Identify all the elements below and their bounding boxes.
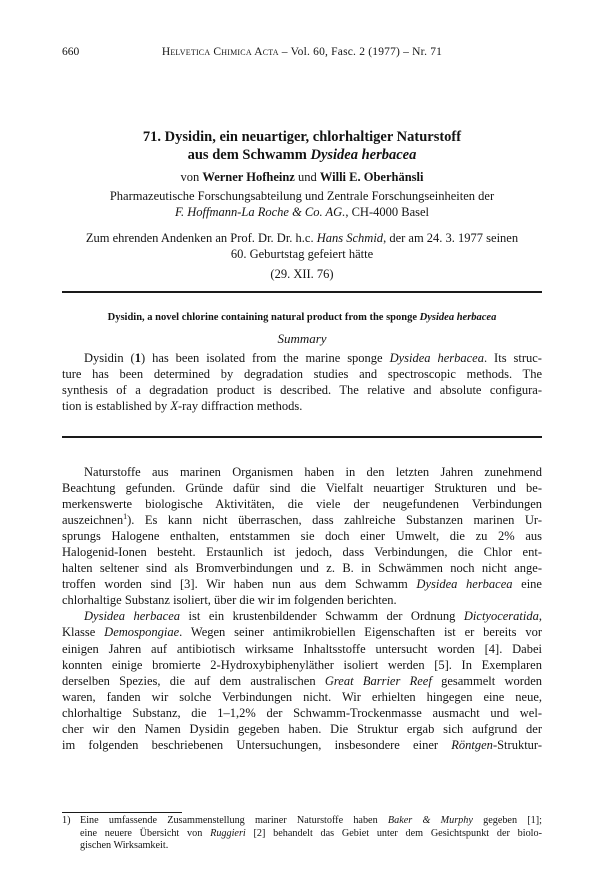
title-line-2 <box>62 146 542 164</box>
main-text <box>62 464 542 753</box>
title-line-2-text: aus dem Schwamm <box>187 147 311 163</box>
body-line <box>62 624 542 640</box>
title-line-1: 71. Dysidin, ein neuartiger, chlorhaltiger Naturstoff <box>142 129 462 145</box>
dedicatee-name: Hans Schmid <box>316 231 384 245</box>
body-text: derselben Spezies, die auf dem australischen <box>62 673 325 688</box>
title-species: Dysidea herbacea <box>310 147 417 163</box>
summary-species: Dysidea herbacea <box>389 351 484 365</box>
body-line: chlorhaltige Substanz, die 1–1,2% der Schwamm-Trockenmasse ausmacht und wel- <box>62 705 542 720</box>
summary-heading: Summary <box>277 331 327 346</box>
author-prefix: von <box>180 170 203 184</box>
body-line: Beachtung gefunden. Gründe dafür sind die Vielfalt neuartiger Strukturen und be- <box>62 481 542 496</box>
affiliation <box>62 189 542 220</box>
body-text: troffen worden sind [3]. Wir haben nun aus dem Schwamm <box>62 577 417 592</box>
company-location: , CH-4000 Basel <box>345 204 430 219</box>
author-conjunction: und <box>294 170 320 184</box>
footnote-text-part: Eine umfassende Zusammenstellung mariner Naturstoffe haben <box>80 815 388 826</box>
summary-text: tion is established by <box>62 399 171 413</box>
footnote-text-part: [2] behandelt das Gebiet unter dem Gesichtspunkt der biolo- <box>245 827 543 839</box>
english-title-species: Dysidea herbacea <box>419 312 497 323</box>
summary-text: ) has been isolated from the marine sponge <box>140 351 390 365</box>
body-species: Dysidea herbacea <box>416 577 513 592</box>
body-place: Great Barrier Reef <box>324 673 432 688</box>
english-title-text: Dysidin, a novel chlorine containing natural product from the sponge <box>107 312 420 323</box>
body-taxon: Demospongiae <box>104 625 180 640</box>
dedication-line-2: 60. Geburtstag gefeiert hätte <box>230 246 374 261</box>
body-text: auszeichnen <box>62 513 124 528</box>
body-text: eine <box>512 577 542 592</box>
running-header <box>62 46 542 62</box>
body-text: ). Es kann nicht überraschen, dass zahlreiche Substanzen marinen Ur- <box>127 513 542 528</box>
footnote-line: gischen Wirksamkeit. <box>80 840 169 851</box>
body-line <box>62 576 542 592</box>
summary-x: X <box>170 399 178 413</box>
article-title <box>62 128 542 164</box>
dedication <box>62 231 542 262</box>
body-line: halten seltener sind als Bromverbindungen und z. B. in Schwämmen noch nicht ange- <box>62 561 542 576</box>
footnote-text-part: eine neuere Übersicht von <box>80 827 211 839</box>
footnote-author: Ruggieri <box>210 827 246 839</box>
author-line <box>62 170 542 185</box>
body-text: gesammelt worden <box>431 673 542 688</box>
body-species: Dysidea herbacea <box>84 609 180 624</box>
author-2: Willi E. Oberhänsli <box>319 170 424 184</box>
footnote-line <box>80 815 542 828</box>
body-taxon: Dictyoceratida <box>463 609 539 624</box>
journal-name: Helvetica Chimica Acta <box>161 46 279 58</box>
compound-number: 1 <box>134 351 141 365</box>
body-line <box>62 608 542 624</box>
page-number: 660 <box>62 46 80 58</box>
body-line: sprungs Halogene enthalten, entstammen sie doch einer Umwelt, die zu 2% aus <box>62 529 542 544</box>
body-line: Naturstoffe aus marinen Organismen haben in den letzten Jahren zunehmend <box>84 465 542 479</box>
divider-bottom <box>62 436 542 438</box>
footnote-ref: 1 <box>123 511 128 521</box>
affiliation-line-1: Pharmazeutische Forschungsabteilung und Zentrale Forschungseinheiten der <box>109 189 495 203</box>
footnote-text <box>80 815 542 853</box>
body-line: konnten einige bromierte 2-Hydroxybiphenyläther isoliert werden [5]. In Exemplaren <box>62 657 542 672</box>
affiliation-line-2 <box>62 205 542 221</box>
dedication-suffix: , der am 24. 3. 1977 seinen <box>383 231 519 245</box>
summary-abstract <box>62 350 542 414</box>
footnote <box>62 815 542 853</box>
footnote-author: Baker & Murphy <box>387 815 473 826</box>
english-title <box>62 312 542 323</box>
footnote-text-part: gegeben [1]; <box>472 815 542 826</box>
body-line <box>62 737 542 753</box>
summary-line: synthesis of a degradation product is described. The relative and absolute configura- <box>62 383 542 397</box>
summary-line <box>62 350 542 366</box>
summary-line: ture has been determined by degradation studies and spectroscopic methods. The <box>62 367 542 381</box>
body-text: im folgenden beschriebenen Untersuchungen, insbesondere einer <box>62 737 452 752</box>
body-line: einigen Jahren auf antibiotisch wirksame Inhaltsstoffe untersucht worden [4]. Dabei <box>62 641 542 656</box>
journal-citation <box>62 46 542 58</box>
body-text: . Wegen seiner antimikrobiellen Eigenschaften ist er bereits vor <box>179 625 542 640</box>
body-line <box>62 673 542 689</box>
company-name: F. Hoffmann-La Roche & Co. AG. <box>174 204 346 219</box>
dedication-line-1 <box>62 231 542 247</box>
body-text: , <box>538 609 542 624</box>
body-text: ist ein krustenbildender Schwamm der Ordnung <box>180 609 464 624</box>
body-text: Klasse <box>62 625 105 640</box>
body-line: waren, fanden wir solche Verbindungen nicht. Wir erhielten hingegen eine neue, <box>62 689 542 704</box>
issue-info: – Vol. 60, Fasc. 2 (1977) – Nr. 71 <box>278 46 443 58</box>
author-1: Werner Hofheinz <box>202 170 295 184</box>
body-line: merkenswerte biologische Aktivitäten, die viele der neugefundenen Verbindungen <box>62 497 542 512</box>
received-date: (29. XII. 76) <box>270 267 334 281</box>
summary-text: Dysidin ( <box>84 351 135 365</box>
body-line: Halogenid-Ionen besteht. Erstaunlich ist jedoch, dass Verbindungen, die Chlor ent- <box>62 545 542 560</box>
summary-text: -ray diffraction methods. <box>177 399 303 413</box>
body-text: -Struktur- <box>492 737 542 752</box>
footnote-marker: 1) <box>62 815 71 826</box>
footnote-line <box>80 828 542 841</box>
body-line: chlorhaltige Substanz isoliert, über die wir im folgenden berichten. <box>62 593 397 608</box>
body-line <box>62 512 542 528</box>
summary-line <box>62 398 542 414</box>
dedication-prefix: Zum ehrenden Andenken an Prof. Dr. Dr. h.c. <box>85 231 317 245</box>
footnote-divider <box>62 812 182 813</box>
divider-top <box>62 291 542 293</box>
summary-text: . Its struc- <box>483 351 542 365</box>
body-name: Röntgen <box>451 737 493 752</box>
body-line: cher wir den Namen Dysidin gegeben haben. Die Struktur ergab sich aufgrund der <box>62 721 542 736</box>
